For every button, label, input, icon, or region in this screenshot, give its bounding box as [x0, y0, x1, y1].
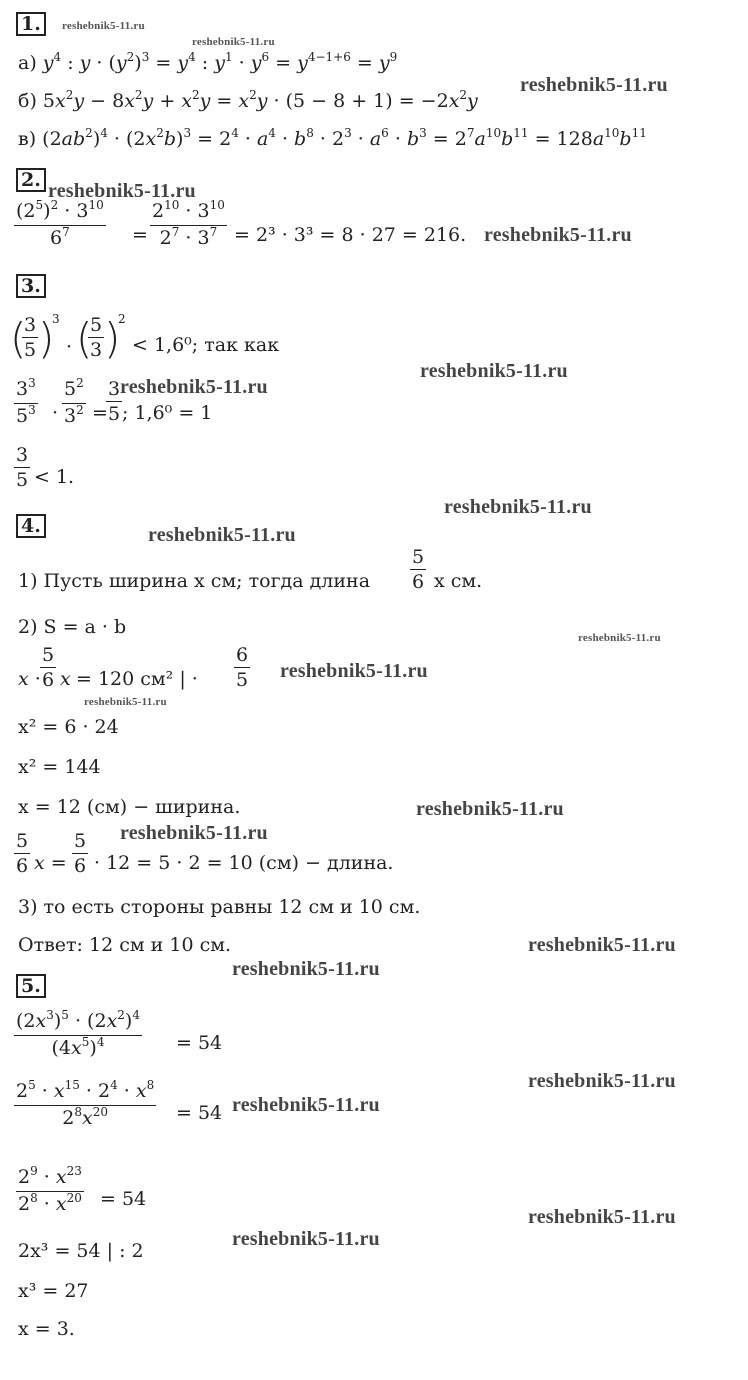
- task1-line-b: б) $5x^2y - 8x^2y + x^2y = x^2y \cdot (5 - 8 + 1) = -2x^2y$: [18, 88, 478, 112]
- task4-line-1-end: x см.: [434, 570, 483, 592]
- task3-text-3: < 1.: [34, 466, 75, 488]
- task4-fraction-5-6-c: 5 6: [16, 830, 29, 877]
- task2-fraction-2: $2^{10} \cdot 3^{10}$ $2^7 \cdot 3^7$: [152, 198, 225, 249]
- watermark: reshebnik5-11.ru: [232, 958, 380, 980]
- task3-text-1: < 1,6⁰; так как: [132, 334, 280, 356]
- task2-result: = 2³ · 3³ = 8 · 27 = 216.: [234, 224, 467, 246]
- task3-fraction-5-3: 5 3: [90, 314, 103, 361]
- task5-fraction-1: $(2x^3)^5 \cdot (2x^2)^4$ $(4x^5)^4$: [16, 1008, 140, 1059]
- watermark: reshebnik5-11.ru: [528, 1070, 676, 1092]
- task5-fraction-3: $2^9 \cdot x^{23}$ $2^8 \cdot x^{20}$: [18, 1164, 82, 1215]
- task-number-4: 4.: [16, 514, 46, 538]
- task4-line-4: x² = 6 · 24: [18, 716, 119, 738]
- task1-line-a: а) $y^4$ : $y \cdot (y^2)^3 = y^4$ : $y^1 \cdot y^6 = y^{4-1+6} = y^9$: [18, 50, 398, 74]
- task4-fraction-5-6: 5 6: [412, 546, 425, 593]
- watermark: reshebnik5-11.ru: [528, 1206, 676, 1228]
- task-number-1: 1.: [16, 12, 46, 36]
- task3-fraction-a: $3^3$ $5^3$: [16, 376, 36, 427]
- watermark: reshebnik5-11.ru: [62, 20, 145, 32]
- task3-fraction-d: 3 5: [16, 444, 29, 491]
- watermark: reshebnik5-11.ru: [148, 524, 296, 546]
- task5-fraction-2: $2^5 \cdot x^{15} \cdot 2^4 \cdot x^8$ $2^8x^{20}$: [16, 1078, 155, 1129]
- task4-fraction-6-5: 6 5: [236, 644, 249, 691]
- watermark: reshebnik5-11.ru: [416, 798, 564, 820]
- task4-line-3: = 120 см² | ·: [76, 668, 198, 690]
- task-number-3: 3.: [16, 274, 46, 298]
- task5-line-6: x = 3.: [18, 1318, 75, 1340]
- watermark: reshebnik5-11.ru: [120, 376, 268, 398]
- task-number-5: 5.: [16, 974, 46, 998]
- task5-eq-2: = 54: [176, 1102, 223, 1124]
- watermark: reshebnik5-11.ru: [444, 496, 592, 518]
- task4-fraction-5-6-d: 5 6: [74, 830, 87, 877]
- watermark: reshebnik5-11.ru: [420, 360, 568, 382]
- task1-line-v: в) $(2ab^2)^4 \cdot (2x^2b)^3 = 2^4 \cdot a^4 \cdot b^8 \cdot 2^3 \cdot a^6 \cdot b^3 = 2^7a^{10}b^{11} = 128a^{10}b^{11}$: [18, 126, 647, 150]
- task5-line-5: x³ = 27: [18, 1280, 89, 1302]
- task4-line-7: · 12 = 5 · 2 = 10 (см) − длина.: [94, 852, 394, 874]
- task2-fraction-1: $(2^5)^2 \cdot 3^{10}$ $6^7$: [16, 198, 104, 249]
- watermark: reshebnik5-11.ru: [120, 822, 268, 844]
- task4-line-2: 2) S = a · b: [18, 616, 127, 638]
- task4-line-6: x = 12 (см) − ширина.: [18, 796, 241, 818]
- watermark: reshebnik5-11.ru: [520, 74, 668, 96]
- watermark: reshebnik5-11.ru: [192, 36, 275, 48]
- task-number-2: 2.: [16, 168, 46, 192]
- task4-line-5: x² = 144: [18, 756, 101, 778]
- watermark: reshebnik5-11.ru: [232, 1094, 380, 1116]
- task3-fraction-c: 3 5: [108, 378, 121, 425]
- task4-line-8: 3) то есть стороны равны 12 см и 10 см.: [18, 896, 421, 918]
- task3-fraction-3-5: 3 5: [24, 314, 37, 361]
- watermark: reshebnik5-11.ru: [280, 660, 428, 682]
- watermark: reshebnik5-11.ru: [484, 224, 632, 246]
- task4-fraction-5-6-b: 5 6: [42, 644, 55, 691]
- task3-text-2: ; 1,6⁰ = 1: [122, 402, 213, 424]
- task5-eq-1: = 54: [176, 1032, 223, 1054]
- task5-line-4: 2x³ = 54 | : 2: [18, 1240, 144, 1262]
- watermark: reshebnik5-11.ru: [578, 632, 661, 644]
- watermark: reshebnik5-11.ru: [48, 180, 196, 202]
- watermark: reshebnik5-11.ru: [232, 1228, 380, 1250]
- watermark: reshebnik5-11.ru: [84, 696, 167, 708]
- watermark: reshebnik5-11.ru: [528, 934, 676, 956]
- task4-line-1: 1) Пусть ширина x см; тогда длина: [18, 570, 371, 592]
- task4-answer: Ответ: 12 см и 10 см.: [18, 934, 232, 956]
- task3-fraction-b: $5^2$ $3^2$: [64, 376, 84, 427]
- task5-eq-3: = 54: [100, 1188, 147, 1210]
